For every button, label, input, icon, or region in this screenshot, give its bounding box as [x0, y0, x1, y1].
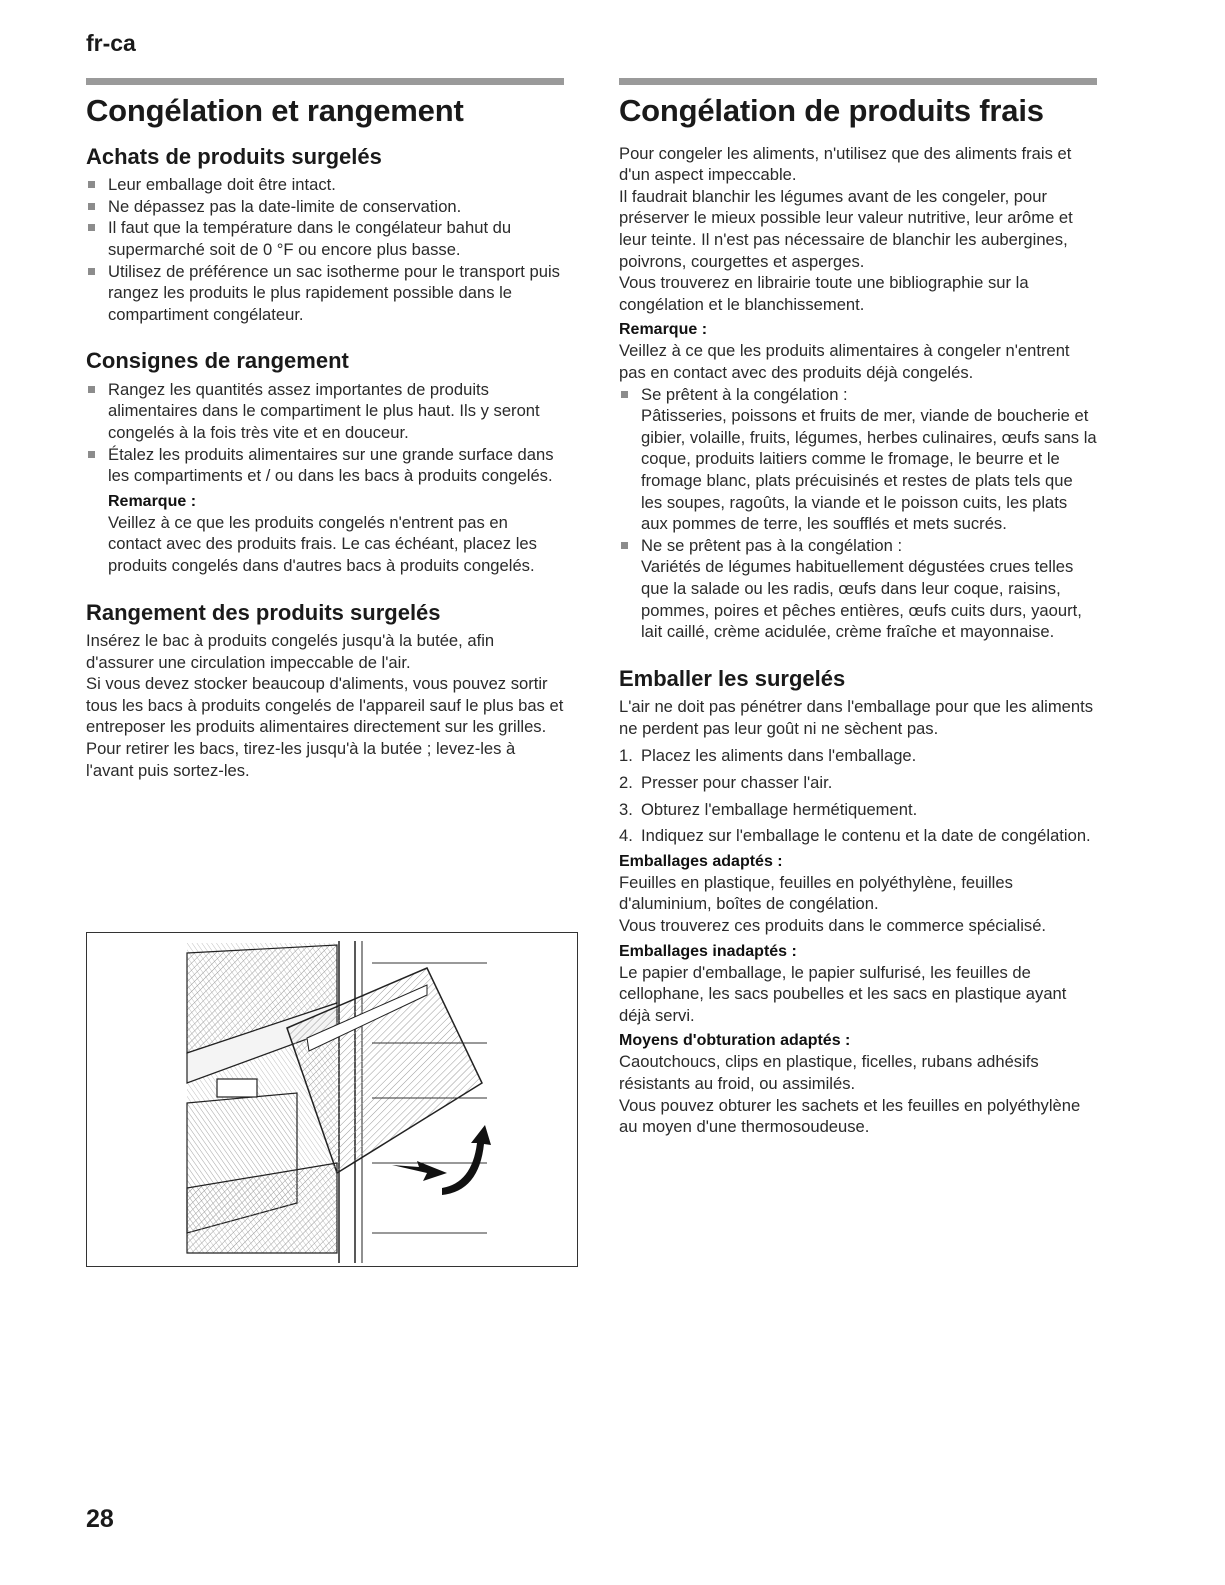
paragraph: Il faudrait blanchir les légumes avant de les congeler, pour préserver le mieux possible leur valeur nutritive, leur arôme et leur teinte. Il n'est pas nécessaire de blanchir les aubergines, poivrons, courgettes et asperges.	[619, 186, 1073, 271]
bullet-list	[619, 384, 1097, 643]
paragraph: Pour congeler les aliments, n'utilisez que des aliments frais et d'un aspect impeccable.	[619, 143, 1072, 185]
paragraph: Feuilles en plastique, feuilles en polyéthylène, feuilles d'aluminium, boîtes de congélation.	[619, 872, 1013, 914]
subsection-heading: Consignes de rangement	[86, 348, 349, 374]
bullet-square-icon	[621, 391, 628, 398]
note-text: Veillez à ce que les produits congelés n'entrent pas en contact avec des produits frais. Le cas échéant, placez les produits congelés dans d'autres bacs à produits congelés.	[108, 512, 537, 575]
paragraph: Le papier d'emballage, le papier sulfurisé, les feuilles de cellophane, les sacs poubelles et les sacs en plastique ayant déjà servi.	[619, 962, 1067, 1025]
list-item: Leur emballage doit être intact.	[86, 174, 564, 196]
note-text: Veillez à ce que les produits alimentaires à congeler n'entrent pas en contact avec des produits déjà congelés.	[619, 341, 1070, 382]
section-title: Congélation et rangement	[86, 93, 464, 128]
list-item: Rangez les quantités assez importantes de produits alimentaires dans le compartiment le plus haut. Ils y seront congelés à la fois très vite et en douceur.	[86, 379, 564, 444]
paragraph: Vous trouverez en librairie toute une bibliographie sur la congélation et le blanchissement.	[619, 273, 1029, 314]
list-item: Utilisez de préférence un sac isotherme pour le transport puis rangez les produits le plus rapidement possible dans le compartiment congélateur.	[86, 261, 564, 326]
label: Emballages inadaptés :	[619, 942, 797, 960]
list-item: Ne se prêtent pas à la congélation : Variétés de légumes habituellement dégustées crues telles que la salade ou les radis, œufs dans leur coque, raisins, pommes, poires et pêches entières, œufs cuits durs, yaourt, lait caillé, crème acidulée, crème fraîche et mayonnaise.	[619, 535, 1097, 643]
page-number: 28	[86, 1505, 114, 1533]
bullet-square-icon	[88, 386, 95, 393]
section-rule	[619, 78, 1097, 85]
drawer-illustration	[86, 932, 578, 1267]
list-item: Se prêtent à la congélation : Pâtisseries, poissons et fruits de mer, viande de boucherie et gibier, volaille, fruits, légumes, herbes culinaires, œufs sans la coque, produits laitiers comme le fromage, le beurre et le fromage blanc, plats précuisinés et restes de plats tels que les soupes, ragoûts, la viande et le poisson cuits, les plats aux pommes de terre, les soufflés et mets sucrés.	[619, 384, 1097, 535]
paragraph: Insérez le bac à produits congelés jusqu'à la butée, afin d'assurer une circulation impeccable de l'air.	[86, 631, 495, 672]
subsection-heading: Emballer les surgelés	[619, 665, 846, 691]
subsection-heading: Rangement des produits surgelés	[86, 599, 441, 625]
subsection-heading: Achats de produits surgelés	[86, 143, 382, 169]
paragraph: Pour retirer les bacs, tirez-les jusqu'à la butée ; levez-les à l'avant puis sortez-les.	[86, 739, 516, 780]
freezer-drawer-drawing	[87, 933, 578, 1267]
bullet-list	[86, 174, 564, 325]
bullet-square-icon	[88, 451, 95, 458]
section-title: Congélation de produits frais	[619, 93, 1044, 128]
paragraph: Caoutchoucs, clips en plastique, ficelles, rubans adhésifs résistants au froid, ou assimilés.	[619, 1052, 1039, 1093]
paragraph: Si vous devez stocker beaucoup d'aliments, vous pouvez sortir tous les bacs à produits congelés de l'appareil sauf le plus bas et entreposer les produits alimentaires directement sur les grilles.	[86, 674, 564, 737]
bullet-list	[86, 379, 564, 487]
paragraph: Vous trouverez ces produits dans le commerce spécialisé.	[619, 915, 1047, 935]
list-item: Il faut que la température dans le congélateur bahut du supermarché soit de 0 °F ou encore plus basse.	[86, 217, 564, 260]
bullet-square-icon	[88, 268, 95, 275]
paragraph: L'air ne doit pas pénétrer dans l'emballage pour que les aliments ne perdent pas leur goût ni ne sèchent pas.	[619, 697, 1094, 738]
note-label: Remarque :	[108, 492, 197, 510]
paragraph: Vous pouvez obturer les sachets et les feuilles en polyéthylène au moyen d'une thermosoudeuse.	[619, 1095, 1081, 1137]
right-column	[619, 78, 1097, 1138]
list-item: Étalez les produits alimentaires sur une grande surface dans les compartiments et / ou dans les bacs à produits congelés.	[86, 444, 564, 487]
note-block	[86, 493, 564, 577]
numbered-list	[619, 745, 1097, 846]
left-column	[86, 78, 564, 781]
bullet-square-icon	[88, 181, 95, 188]
list-item: Ne dépassez pas la date-limite de conservation.	[86, 196, 564, 218]
bullet-square-icon	[88, 203, 95, 210]
bullet-square-icon	[88, 224, 95, 231]
label: Emballages adaptés :	[619, 852, 783, 870]
list-item: 2. Presser pour chasser l'air.	[619, 772, 833, 792]
list-item: 3. Obturez l'emballage hermétiquement.	[619, 799, 918, 819]
note-label: Remarque :	[619, 321, 708, 339]
list-item: 1. Placez les aliments dans l'emballage.	[619, 746, 917, 766]
list-item: 4. Indiquez sur l'emballage le contenu et la date de congélation.	[619, 826, 1091, 846]
label: Moyens d'obturation adaptés :	[619, 1032, 851, 1050]
language-code: fr-ca	[86, 30, 136, 56]
section-rule	[86, 78, 564, 85]
bullet-square-icon	[621, 542, 628, 549]
